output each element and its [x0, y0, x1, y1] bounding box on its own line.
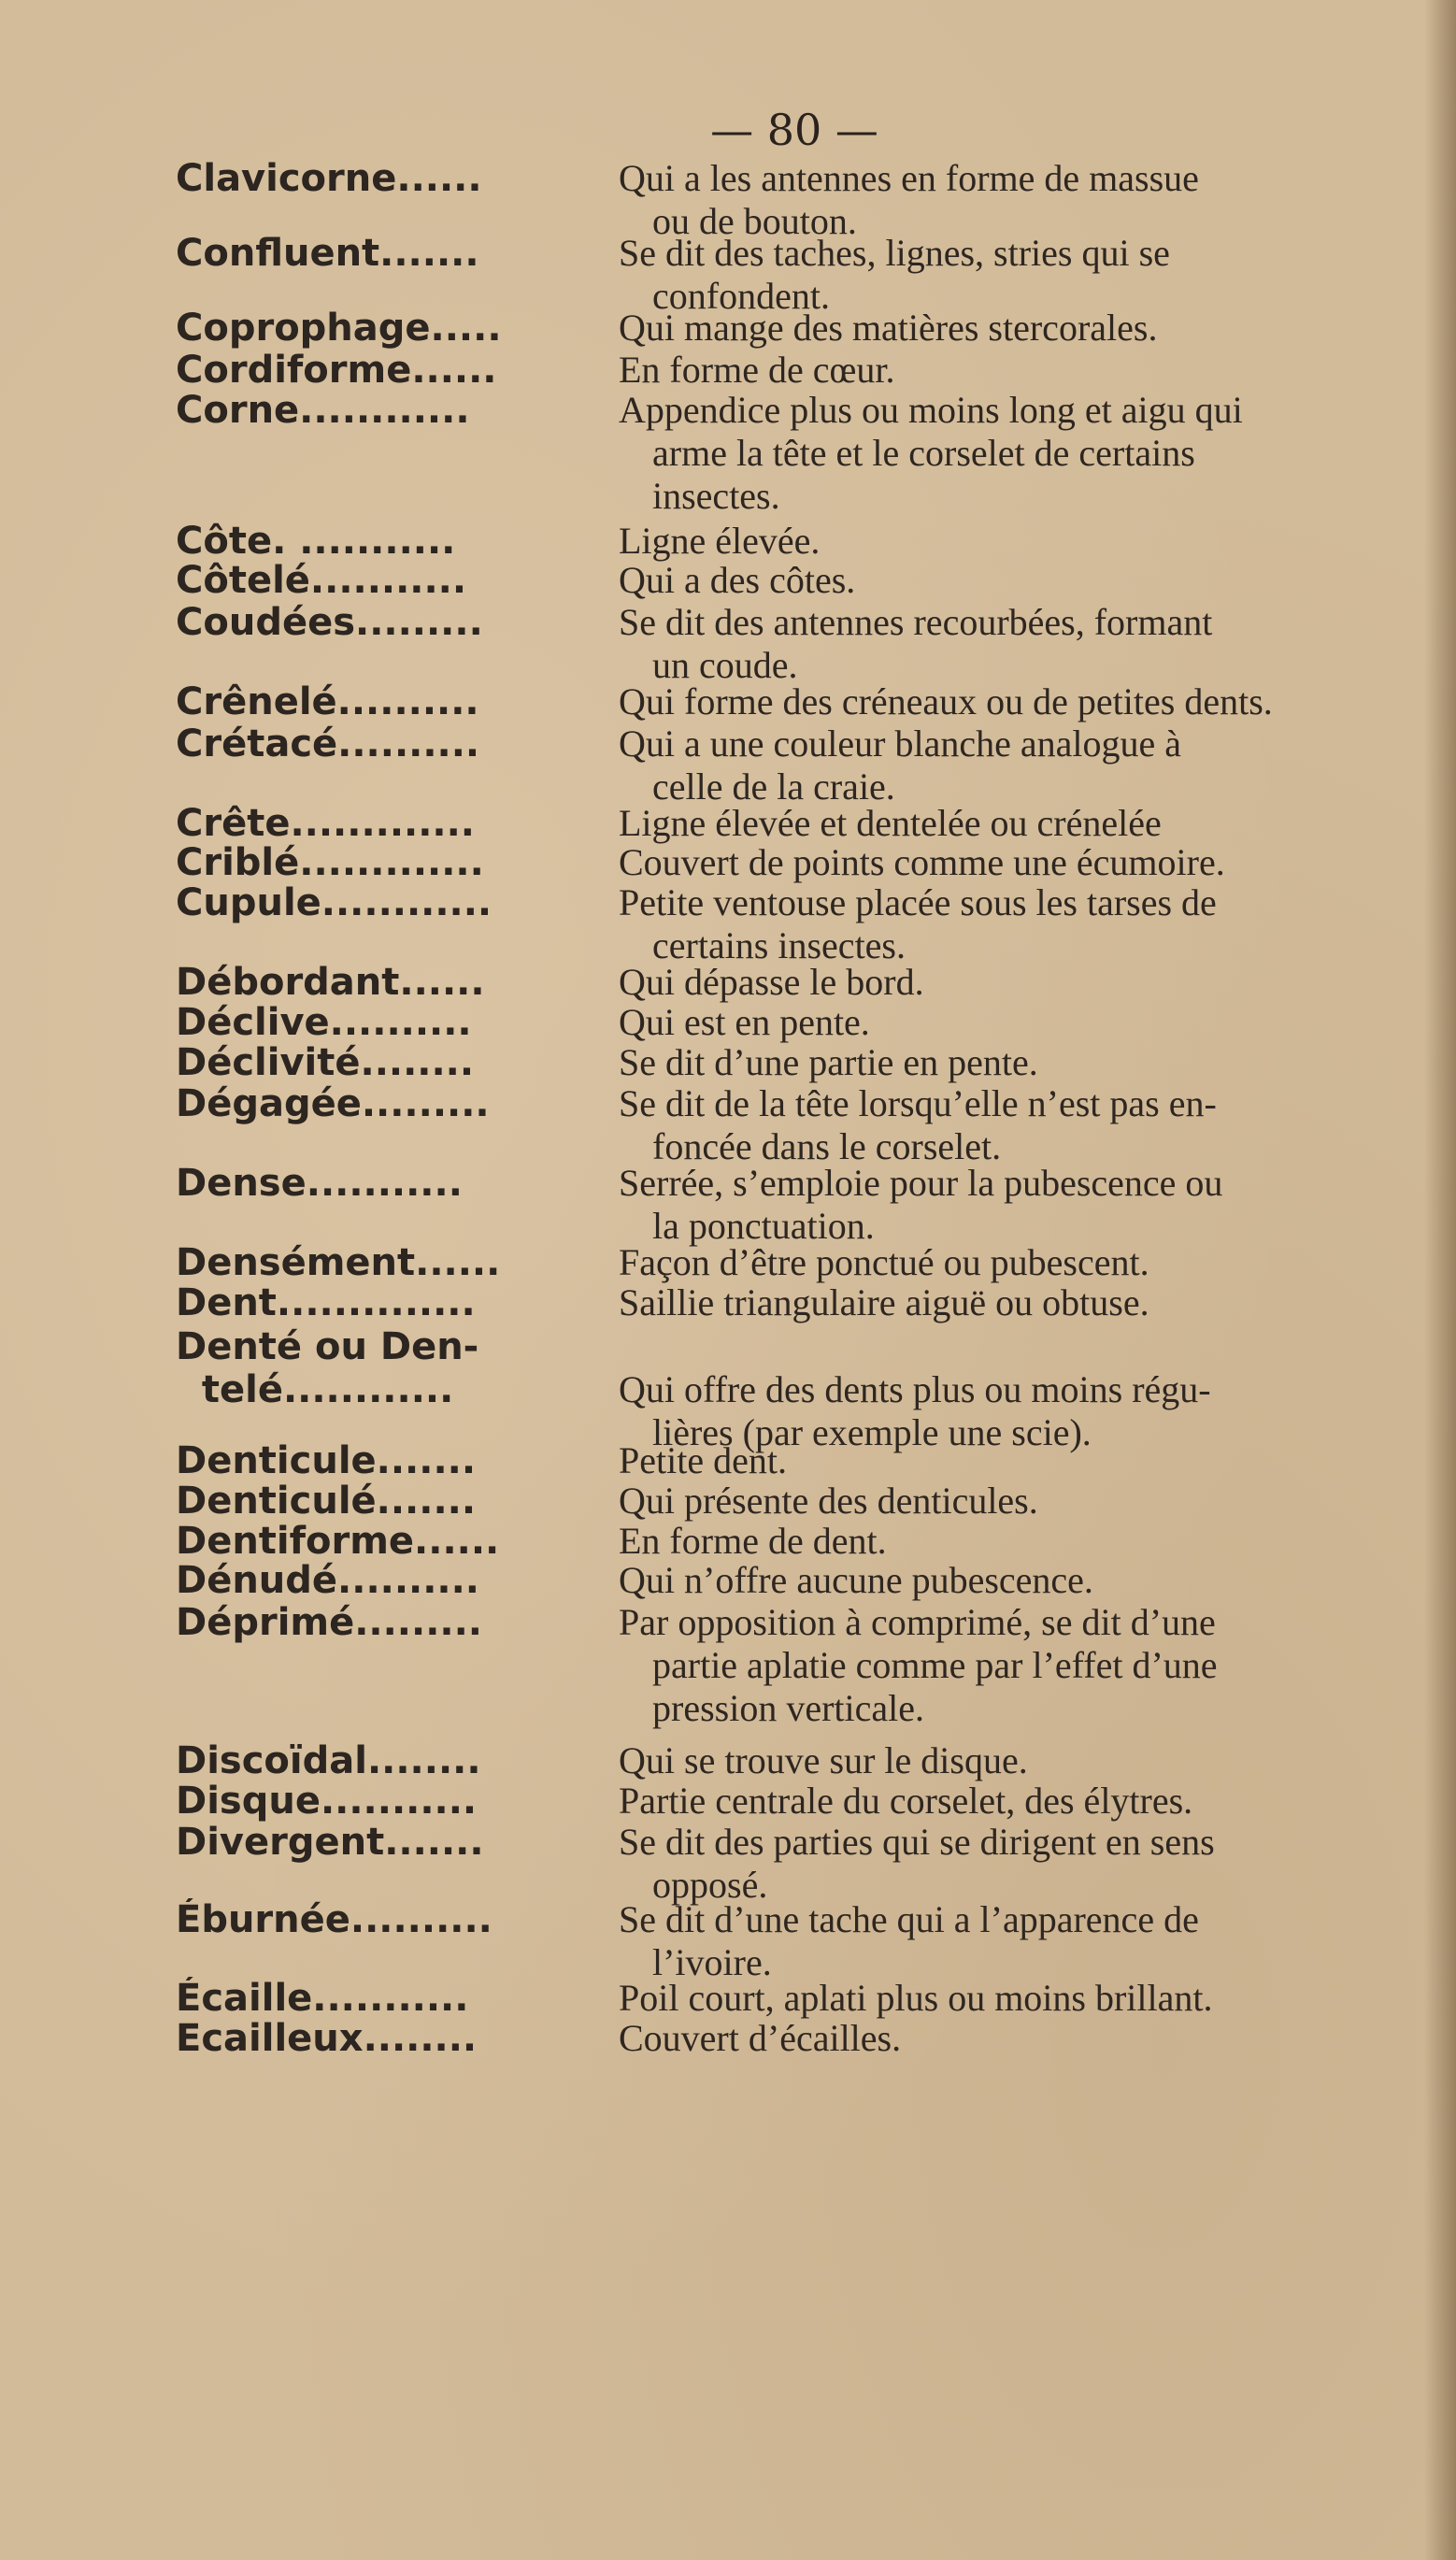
- glossary-entry: [0, 1325, 1383, 1454]
- entry-term: Denticulé.......: [176, 1480, 477, 1523]
- glossary-entry: [0, 722, 1383, 808]
- glossary-entry: [0, 307, 1383, 350]
- entry-definition: [561, 520, 1383, 563]
- definition-line: Qui a une couleur blanche analogue à: [619, 722, 1181, 765]
- glossary-entry: [0, 389, 1383, 518]
- definition-line: Se dit de la tête lorsqu’elle n’est pas en-: [619, 1082, 1217, 1124]
- glossary-entry: [0, 1898, 1383, 1984]
- definition-line: Couvert de points comme une écumoire.: [619, 841, 1225, 883]
- entry-term: Coprophage.....: [176, 307, 502, 350]
- definition-line: Se dit d’une partie en pente.: [619, 1041, 1038, 1083]
- definition-line: un coude.: [652, 644, 798, 686]
- glossary-entry: [0, 1821, 1383, 1907]
- entry-definition: [561, 1041, 1383, 1084]
- definition-line: Ligne élevée.: [619, 520, 821, 562]
- entry-term: Dense...........: [176, 1162, 463, 1205]
- glossary-entry: [0, 1001, 1383, 1044]
- definition-line: [619, 1325, 1383, 1368]
- definition-line: Petite dent.: [619, 1439, 787, 1481]
- page-number: — 80 —: [710, 105, 878, 155]
- glossary-entry: [0, 1241, 1383, 1284]
- definition-line: insectes.: [652, 475, 780, 517]
- entry-term: Crênelé..........: [176, 680, 479, 723]
- definition-line: lières (par exemple une scie).: [652, 1411, 1092, 1453]
- glossary-entry: [0, 232, 1383, 318]
- entry-term: Corne............: [176, 389, 470, 432]
- entry-definition: [561, 2017, 1383, 2060]
- entry-definition: [561, 961, 1383, 1004]
- definition-line: Partie centrale du corselet, des élytres.: [619, 1780, 1193, 1822]
- entry-term: Éburnée..........: [176, 1898, 492, 1941]
- definition-line: partie aplatie comme par l’effet d’une: [652, 1644, 1218, 1686]
- glossary-entry: [0, 1041, 1383, 1084]
- definition-line: Serrée, s’emploie pour la pubescence ou: [619, 1162, 1223, 1204]
- glossary-entry: [0, 1559, 1383, 1602]
- glossary-entry: [0, 1480, 1383, 1523]
- entry-definition: [561, 1082, 1383, 1168]
- entry-term: Crétacé..........: [176, 722, 480, 765]
- definition-line: la ponctuation.: [652, 1205, 875, 1247]
- entry-definition: [561, 1821, 1383, 1907]
- definition-line: pression verticale.: [652, 1687, 924, 1729]
- entry-term: Côte. ...........: [176, 520, 456, 563]
- entry-definition: [561, 841, 1383, 884]
- page-edge-shadow: [1424, 0, 1456, 2560]
- entry-definition: [561, 1898, 1383, 1984]
- definition-line: Qui dépasse le bord.: [619, 961, 924, 1003]
- definition-line: Qui est en pente.: [619, 1001, 870, 1043]
- glossary-entry: [0, 961, 1383, 1004]
- definition-line: opposé.: [652, 1864, 768, 1906]
- entry-definition: [561, 232, 1383, 318]
- definition-line: ou de bouton.: [652, 200, 857, 242]
- definition-line: Qui se trouve sur le disque.: [619, 1739, 1028, 1781]
- definition-line: celle de la craie.: [652, 765, 895, 808]
- entry-definition: [561, 1241, 1383, 1284]
- glossary-entry: [0, 520, 1383, 563]
- entry-definition: [561, 1439, 1383, 1482]
- definition-line: Qui a des côtes.: [619, 559, 856, 601]
- definition-line: Par opposition à comprimé, se dit d’une: [619, 1601, 1216, 1643]
- entry-term: Denticule.......: [176, 1439, 477, 1482]
- entry-term: Débordant......: [176, 961, 485, 1004]
- entry-definition: [561, 1739, 1383, 1782]
- definition-line: Qui offre des dents plus ou moins régu-: [619, 1368, 1211, 1410]
- entry-term: Déclivité........: [176, 1041, 475, 1084]
- definition-line: Qui n’offre aucune pubescence.: [619, 1559, 1093, 1601]
- entry-term: Côtelé...........: [176, 559, 467, 602]
- glossary-entry: [0, 1977, 1383, 2020]
- glossary-entry: [0, 1281, 1383, 1324]
- glossary-entry: [0, 349, 1383, 392]
- entry-term: Confluent.......: [176, 232, 479, 275]
- entry-definition: [561, 1601, 1383, 1730]
- entry-term: Déclive..........: [176, 1001, 472, 1044]
- entry-term: Dégagée.........: [176, 1082, 490, 1125]
- entry-definition: [561, 722, 1383, 808]
- entry-definition: [561, 1281, 1383, 1324]
- definition-line: l’ivoire.: [652, 1941, 772, 1983]
- entry-term: Divergent.......: [176, 1821, 484, 1864]
- glossary-entry: [0, 157, 1383, 243]
- entry-definition: [561, 389, 1383, 518]
- definition-line: Se dit des taches, lignes, stries qui se: [619, 232, 1170, 274]
- entry-definition: [561, 307, 1383, 350]
- entry-term: Déprimé.........: [176, 1601, 482, 1644]
- entry-term: Clavicorne......: [176, 157, 482, 200]
- entry-term: Dénudé..........: [176, 1559, 479, 1602]
- definition-line: Couvert d’écailles.: [619, 2017, 902, 2059]
- definition-line: Se dit des antennes recourbées, formant: [619, 601, 1213, 643]
- definition-line: En forme de dent.: [619, 1520, 887, 1562]
- entry-definition: [561, 1780, 1383, 1823]
- definition-line: foncée dans le corselet.: [652, 1125, 1002, 1167]
- glossary-entry: [0, 1780, 1383, 1823]
- entry-term: Denté ou Den- telé............: [176, 1325, 479, 1411]
- definition-line: Qui présente des denticules.: [619, 1480, 1038, 1522]
- entry-definition: [561, 1162, 1383, 1248]
- glossary-entry: [0, 881, 1383, 967]
- entry-term: Crête.............: [176, 802, 475, 845]
- glossary-entry: [0, 841, 1383, 884]
- glossary-entry: [0, 1601, 1383, 1730]
- entry-term: Discoïdal........: [176, 1739, 481, 1782]
- definition-line: certains insectes.: [652, 924, 906, 966]
- definition-line: arme la tête et le corselet de certains: [652, 432, 1195, 474]
- entry-definition: [561, 680, 1383, 723]
- glossary-entry: [0, 2017, 1383, 2060]
- definition-line: Petite ventouse placée sous les tarses de: [619, 881, 1217, 923]
- glossary-entry: [0, 1162, 1383, 1248]
- glossary-entry: [0, 1520, 1383, 1563]
- definition-line: Qui a les antennes en forme de massue: [619, 157, 1199, 199]
- entry-term: Coudées.........: [176, 601, 483, 644]
- definition-line: confondent.: [652, 275, 830, 317]
- entry-definition: [561, 1001, 1383, 1044]
- glossary-entry: [0, 601, 1383, 687]
- definition-line: Se dit des parties qui se dirigent en sens: [619, 1821, 1215, 1863]
- entry-term: Cupule............: [176, 881, 492, 924]
- definition-line: Se dit d’une tache qui a l’apparence de: [619, 1898, 1199, 1940]
- definition-line: Poil court, aplati plus ou moins brillant.: [619, 1977, 1213, 2019]
- definition-line: Saillie triangulaire aiguë ou obtuse.: [619, 1281, 1149, 1323]
- definition-line: En forme de cœur.: [619, 349, 895, 391]
- glossary-entry: [0, 802, 1383, 845]
- glossary-entry: [0, 1739, 1383, 1782]
- definition-line: Ligne élevée et dentelée ou crénelée: [619, 802, 1162, 844]
- glossary-entry: [0, 1439, 1383, 1482]
- entry-definition: [561, 349, 1383, 392]
- entry-definition: [561, 601, 1383, 687]
- entry-term: Criblé.............: [176, 841, 484, 884]
- definition-line: Qui forme des créneaux ou de petites dents.: [619, 680, 1273, 722]
- entry-definition: [561, 1977, 1383, 2020]
- entry-definition: [561, 1559, 1383, 1602]
- entry-term: Dentiforme......: [176, 1520, 500, 1563]
- glossary-entry: [0, 559, 1383, 602]
- entry-term: Densément......: [176, 1241, 501, 1284]
- definition-line: Qui mange des matières stercorales.: [619, 307, 1158, 349]
- entry-term: Cordiforme......: [176, 349, 497, 392]
- entry-definition: [561, 1480, 1383, 1523]
- glossary-entry: [0, 680, 1383, 723]
- glossary-entry: [0, 1082, 1383, 1168]
- definition-line: Appendice plus ou moins long et aigu qui: [619, 389, 1243, 431]
- entry-definition: [561, 1520, 1383, 1563]
- entry-term: Écaille...........: [176, 1977, 469, 2020]
- entry-definition: [561, 1325, 1383, 1454]
- definition-line: Façon d’être ponctué ou pubescent.: [619, 1241, 1149, 1283]
- entry-definition: [561, 802, 1383, 845]
- entry-term: Disque...........: [176, 1780, 478, 1823]
- entry-definition: [561, 881, 1383, 967]
- entry-definition: [561, 157, 1383, 243]
- entry-term: Dent..............: [176, 1281, 476, 1324]
- entry-term: Ecailleux........: [176, 2017, 478, 2060]
- entry-definition: [561, 559, 1383, 602]
